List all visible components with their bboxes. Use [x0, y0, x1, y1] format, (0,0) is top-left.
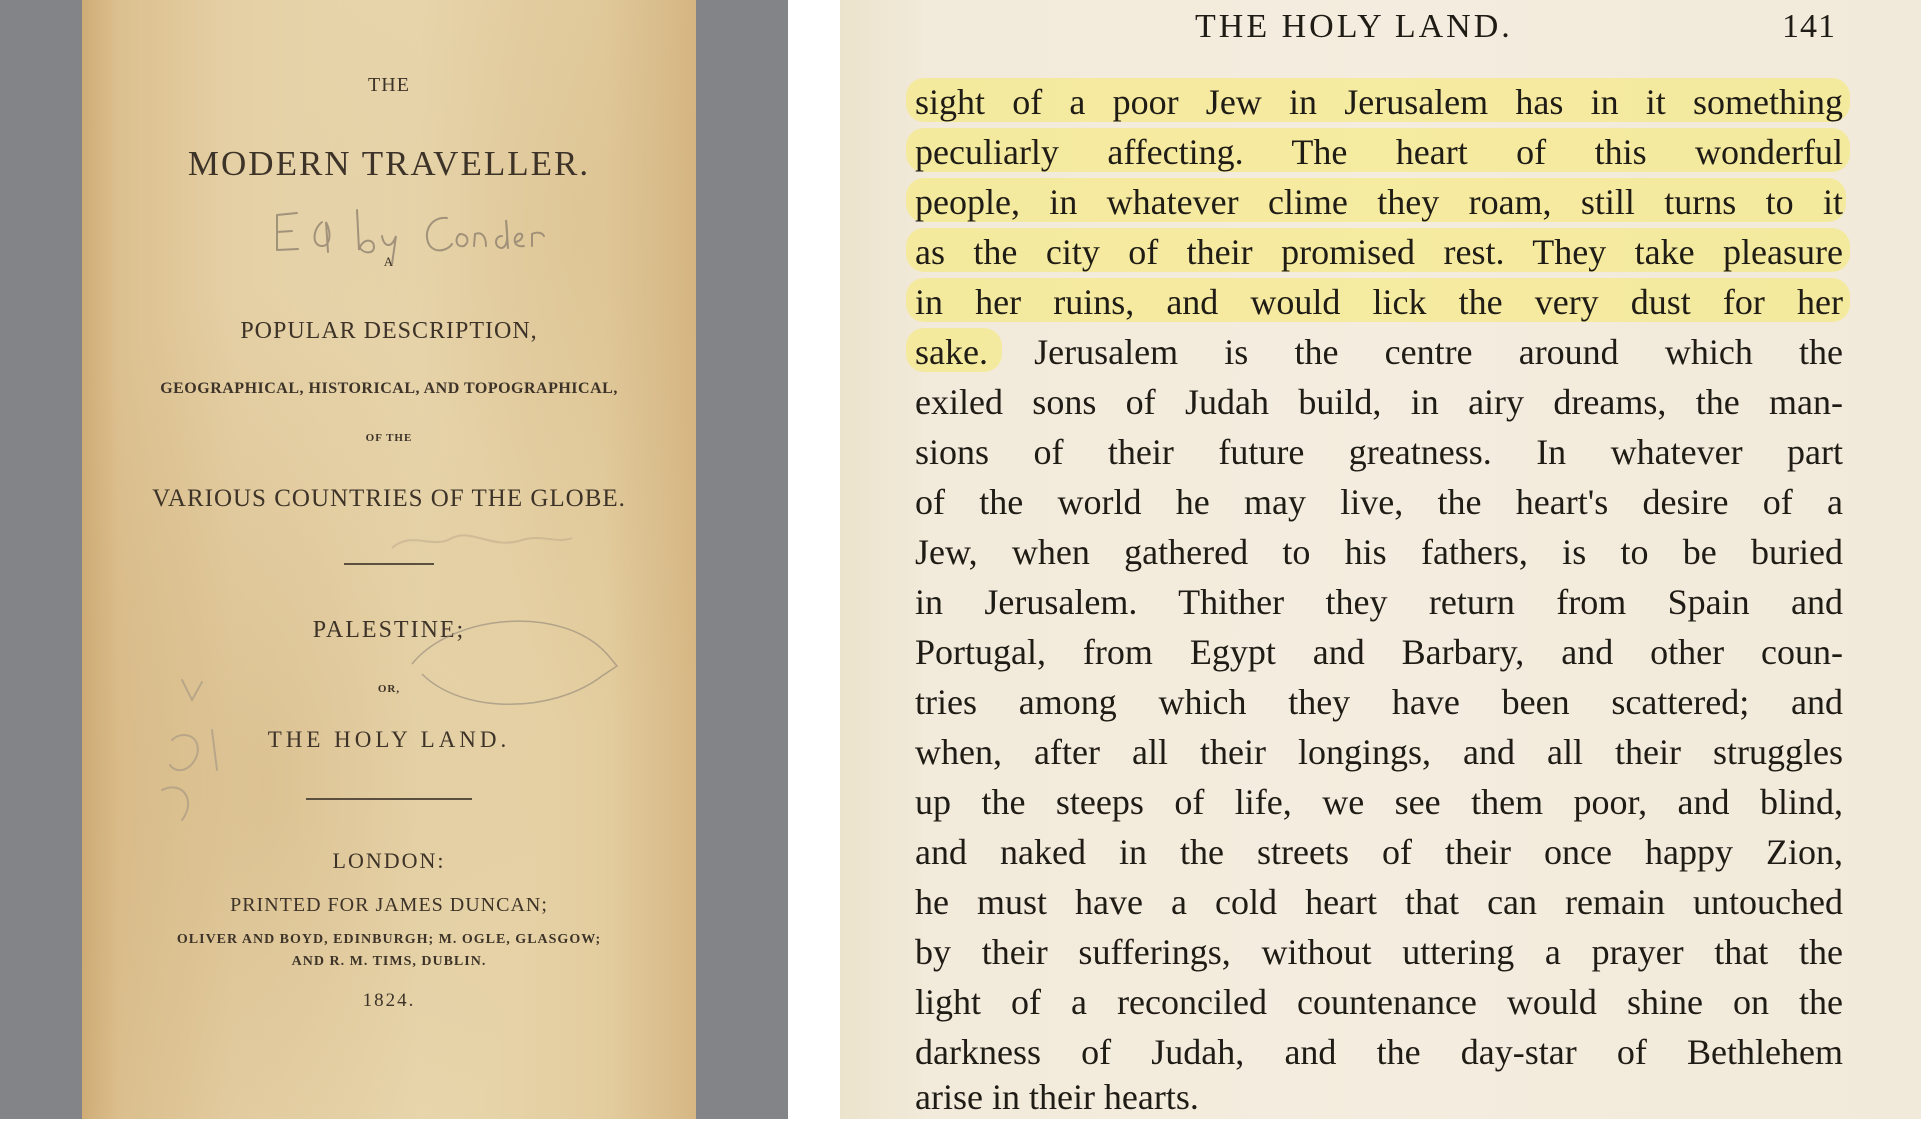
imprint-tims: AND R. M. TIMS, DUBLIN.: [291, 954, 487, 969]
body-line: arise in their hearts.: [915, 1077, 1199, 1117]
imprint-oliver: OLIVER AND BOYD, EDINBURGH; M. OGLE, GLASGOW;: [176, 932, 602, 947]
body-line: tries among which they have been scattered; and: [915, 682, 1843, 722]
body-line: sight of a poor Jew in Jerusalem has in it something: [915, 82, 1843, 122]
body-line: of the world he may live, the heart's desire of a: [915, 482, 1843, 522]
body-line: by their sufferings, without uttering a prayer that the: [915, 932, 1843, 972]
running-head: THE HOLY LAND.: [1195, 8, 1513, 45]
text-page: [840, 0, 1921, 1119]
faint-pencil-mark: [382, 520, 582, 560]
geographical-line: GEOGRAPHICAL, HISTORICAL, AND TOPOGRAPHICAL,: [160, 380, 618, 397]
or-line: OR,: [377, 683, 401, 695]
body-line: Jew, when gathered to his fathers, is to be buried: [915, 532, 1843, 572]
imprint-year: 1824.: [362, 990, 416, 1011]
body-line: Portugal, from Egypt and Barbary, and other coun-: [915, 632, 1843, 672]
body-line: light of a reconciled countenance would shine on the: [915, 982, 1843, 1022]
body-line: exiled sons of Judah build, in airy dreams, the man-: [915, 382, 1843, 422]
title-divider-2: [306, 798, 472, 800]
body-line: in Jerusalem. Thither they return from Spain and: [915, 582, 1843, 622]
holy-land-line: THE HOLY LAND.: [267, 727, 511, 752]
various-countries-line: VARIOUS COUNTRIES OF THE GLOBE.: [152, 485, 626, 512]
book-title: MODERN TRAVELLER.: [187, 144, 591, 183]
body-line: darkness of Judah, and the day-star of Bethlehem: [915, 1032, 1843, 1072]
body-line: up the steeps of life, we see them poor, and blind,: [915, 782, 1843, 822]
page-gap: [788, 0, 840, 1119]
body-line: in her ruins, and would lick the very dust for her: [915, 282, 1843, 322]
body-line: sake. Jerusalem is the centre around which the: [915, 332, 1843, 372]
title-divider: [344, 563, 434, 565]
popular-description: POPULAR DESCRIPTION,: [240, 318, 538, 344]
body-line: when, after all their longings, and all their struggles: [915, 732, 1843, 772]
body-line: peculiarly affecting. The heart of this wonderful: [915, 132, 1843, 172]
title-a: A: [383, 254, 395, 269]
body-line: and naked in the streets of their once happy Zion,: [915, 832, 1843, 872]
title-the: THE: [368, 74, 410, 96]
of-the-line: OF THE: [365, 432, 413, 444]
title-page: [82, 0, 696, 1119]
page-number: 141: [1782, 8, 1836, 45]
palestine-line: PALESTINE;: [312, 617, 466, 643]
imprint-london: LONDON:: [332, 848, 446, 873]
body-line: as the city of their promised rest. They take pleasure: [915, 232, 1843, 272]
body-line: sions of their future greatness. In whatever part: [915, 432, 1843, 472]
imprint-printed: PRINTED FOR JAMES DUNCAN;: [230, 894, 548, 916]
body-line: he must have a cold heart that can remain untouched: [915, 882, 1843, 922]
body-line: people, in whatever clime they roam, still turns to it: [915, 182, 1843, 222]
